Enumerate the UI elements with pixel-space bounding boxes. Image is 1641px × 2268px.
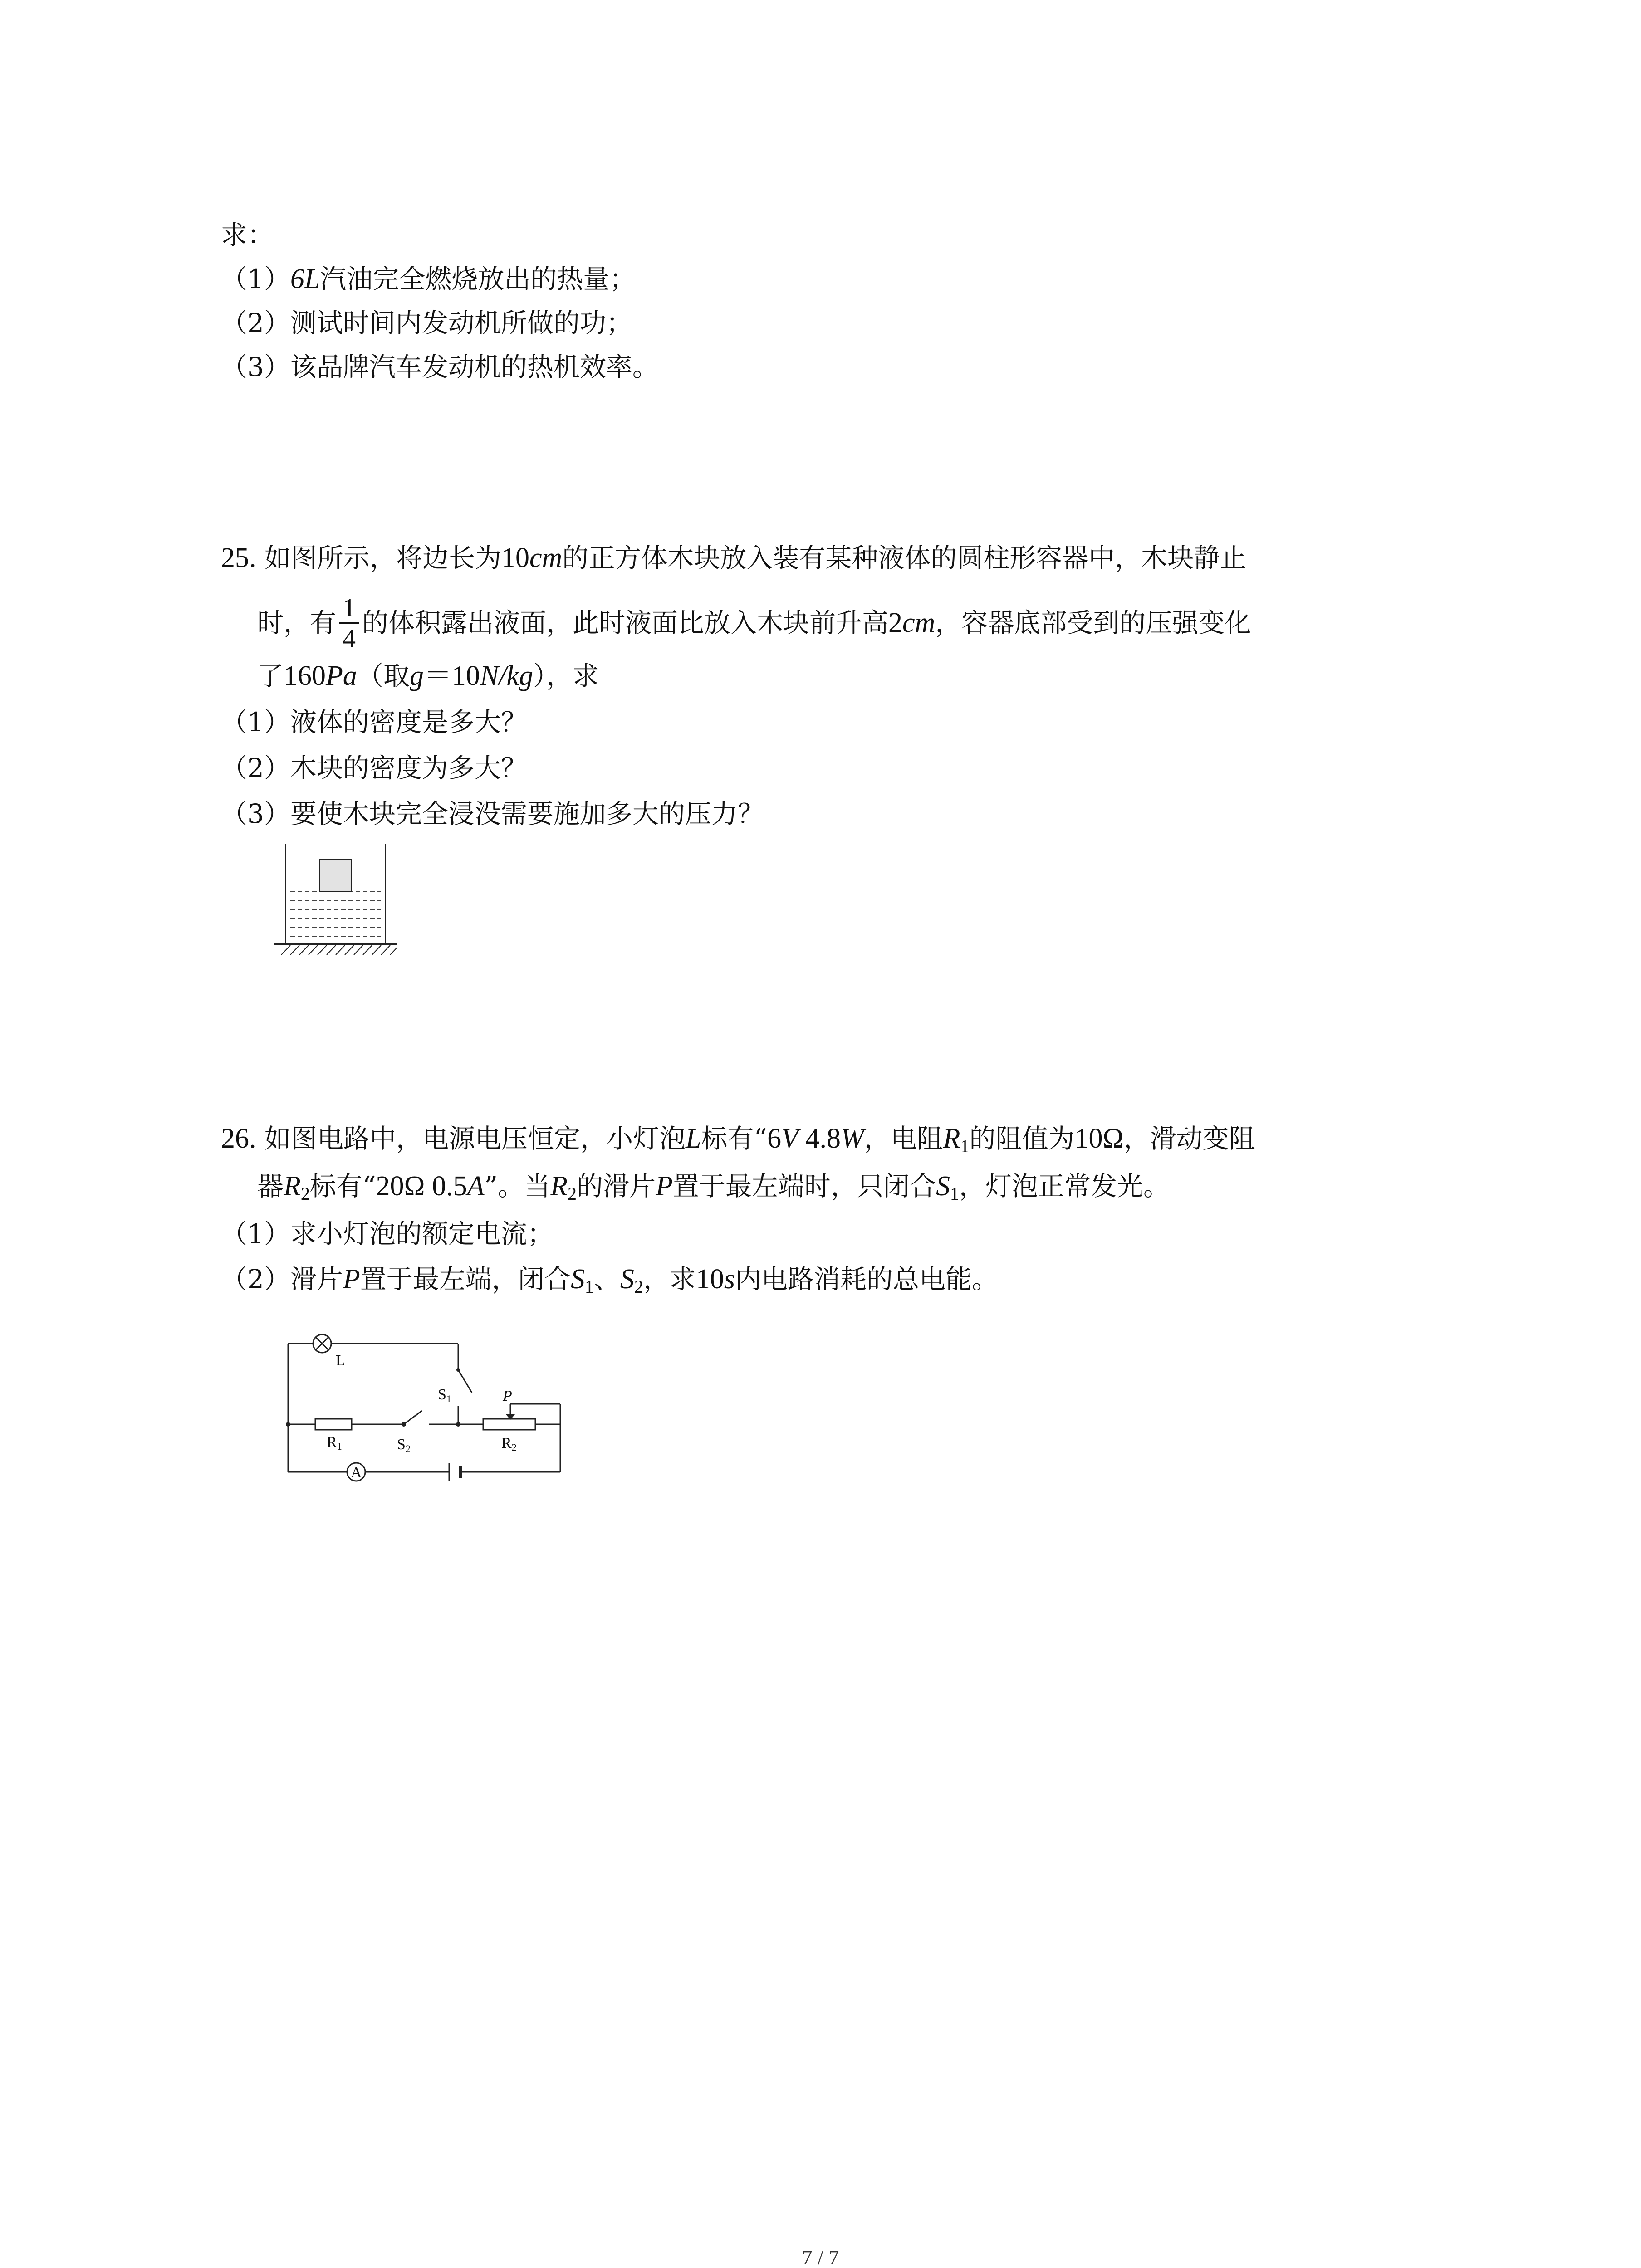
q25-line-1: 25. 如图所示，将边长为10cm的正方体木块放入装有某种液体的圆柱形容器中，木块静止 bbox=[221, 543, 1247, 573]
q25-container-figure bbox=[272, 841, 399, 964]
q26-line-2: 器$R_2$标有“20Ω 0.5A”。当$R_2$的滑片P置于最左端时，只闭合$S_1$，灯泡正常发光。 bbox=[257, 1171, 1170, 1204]
label-p: P bbox=[503, 1388, 512, 1404]
label-s1: S1 bbox=[438, 1386, 451, 1404]
switch-s1 bbox=[458, 1370, 472, 1393]
q26-line-1: 26. 如图电路中，电源电压恒定，小灯泡L标有“6V 4.8W，电阻$R_1$的阻值为10Ω，滑动变阻 bbox=[221, 1123, 1255, 1156]
resistor-r1 bbox=[315, 1419, 352, 1430]
q26-item-1: （1）求小灯泡的额定电流； bbox=[221, 1218, 554, 1249]
label-r1: R1 bbox=[327, 1434, 342, 1452]
q24-item-1: （1）6L汽油完全燃烧放出的热量； bbox=[221, 264, 636, 294]
rheostat-r2 bbox=[483, 1419, 535, 1430]
label-l: L bbox=[336, 1352, 345, 1369]
wood-block bbox=[320, 860, 352, 891]
q26-circuit-diagram bbox=[272, 1325, 590, 1488]
switch-s2 bbox=[404, 1411, 422, 1424]
page-number: 7 / 7 bbox=[802, 2246, 839, 2268]
q25-line-2: 时，有 $\frac{1}{4}$ 的体积露出液面，此时液面比放入木块前升高2cm，容器底部受到的压强变化 bbox=[257, 593, 1251, 653]
q24-item-3: （3）该品牌汽车发动机的热机效率。 bbox=[221, 352, 659, 382]
q25-item-3: （3）要使木块完全浸没需要施加多大的压力？ bbox=[221, 798, 764, 829]
q25-fraction: $\frac{1}{4}$ bbox=[339, 593, 359, 653]
q24-item-2: （2）测试时间内发动机所做的功； bbox=[221, 308, 632, 338]
q25-item-2: （2）木块的密度为多大？ bbox=[221, 753, 527, 783]
q25-item-1: （1）液体的密度是多大？ bbox=[221, 707, 527, 738]
q24-ask: 求： bbox=[221, 220, 274, 250]
label-a: A bbox=[351, 1464, 362, 1481]
q26-item-2: （2）滑片P置于最左端，闭合$S_1$、$S_2$，求10s内电路消耗的总电能。 bbox=[221, 1264, 998, 1297]
label-s2: S2 bbox=[397, 1436, 411, 1454]
q25-line-3: 了160Pa（取g＝10N/kg），求 bbox=[257, 660, 599, 691]
label-r2: R2 bbox=[501, 1435, 517, 1453]
